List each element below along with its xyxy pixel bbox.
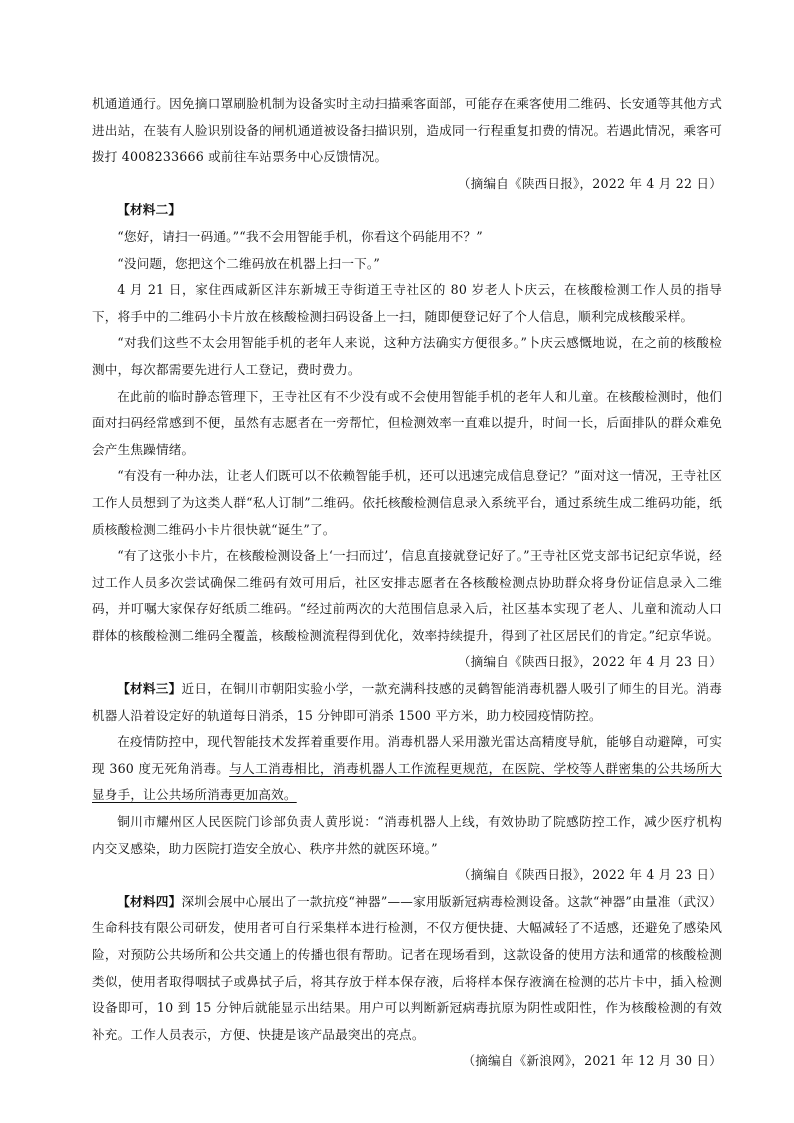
paragraph: “您好，请扫一码通。”“我不会用智能手机，你看这个码能用不？” (117, 228, 483, 244)
paragraph: “对我们这些不太会用智能手机的老年人来说，这种方法确实方便很多。”卜庆云感慨地说，在之前的核酸检测中，每次都需要先进行人工登记，费时费力。 (92, 335, 722, 377)
material-2-title: 【材料二】 (117, 202, 182, 218)
paragraph-text: 深圳会展中心展出了一款抗疫“神器”——家用版新冠病毒检测设备。这款“神器”由量准（武汉）生命科技有限公司研发，使用者可自行采集样本进行检测，不仅方便快捷、大幅减轻了不适感，还避免了感染风险，对预防公共场所和公共交通上的传播也很有帮助。记者在现场看到，这款设备的使用方法和通常的核酸检测类似，使用者取得咽拭子或鼻拭子后，将其存放于样本保存液，后将样本保存液滴在检测的芯片卡中，插入检测设备即可，10 到 15 分钟后就能显示出结果。用户可以判断新冠病毒抗原为阴性或阳性，作为核酸检测的有效补充。工作人员表示，方便、快捷是该产品最突出的亮点。 (92, 893, 722, 1042)
paragraph-text: 在疫情防控中，现代智能技术发挥着重要作用。消毒机器人采用激光雷达高精度导航，能够自动避障，可实现 360 度无死角消毒。 (92, 734, 722, 776)
material-4-title: 【材料四】 (117, 893, 182, 909)
article-page (92, 91, 722, 1075)
source-citation-1: （摘编自《陕西日报》，2022 年 4 月 22 日） (457, 175, 722, 191)
source-citation-2: （摘编自《陕西日报》，2022 年 4 月 23 日） (457, 654, 722, 670)
paragraph (92, 729, 722, 809)
underlined-sentence: 与人工消毒相比，消毒机器人工作流程更规范，在医院、学校等人群密集的公共场所大显身手，让公共场所消毒更加高效。 (92, 760, 722, 803)
paragraph-material4 (92, 889, 722, 1049)
paragraph-material3 (92, 676, 722, 729)
source-citation-3: （摘编自《陕西日报》，2022 年 4 月 23 日） (457, 867, 722, 883)
paragraph: 4 月 21 日，家住西咸新区沣东新城王寺街道王寺社区的 80 岁老人卜庆云，在核酸检测工作人员的指导下，将手中的二维码小卡片放在核酸检测扫码设备上一扫，随即便登记好了个人信息，顺利完成核酸采样。 (92, 282, 722, 324)
paragraph-text: 近日，在铜川市朝阳实验小学，一款充满科技感的灵鹤智能消毒机器人吸引了师生的目光。消毒机器人沿着设定好的轨道每日消杀，15 分钟即可消杀 1500 平方米，助力校园疫情防控。 (92, 681, 723, 723)
paragraph-material1-end: 机通道通行。因免摘口罩刷脸机制为设备实时主动扫描乘客面部，可能存在乘客使用二维码、长安通等其他方式进出站，在装有人脸识别设备的闸机通道被设备扫描识别，造成同一行程重复扣费的情况。若遇此情况，乘客可拨打 4008233666 或前往车站票务中心反馈情况。 (92, 96, 722, 165)
source-citation-4: （摘编自《新浪网》，2021 年 12 月 30 日） (462, 1053, 722, 1069)
paragraph: 在此前的临时静态管理下，王寺社区有不少没有或不会使用智能手机的老年人和儿童。在核酸检测时，他们面对扫码经常感到不便，虽然有志愿者在一旁帮忙，但检测效率一直难以提升，时间一长，后面排队的群众难免会产生焦躁情绪。 (92, 388, 722, 457)
paragraph: “没问题，您把这个二维码放在机器上扫一下。” (117, 255, 381, 271)
paragraph: 铜川市耀州区人民医院门诊部负责人黄彤说：“消毒机器人上线，有效协助了院感防控工作，减少医疗机构内交叉感染，助力医院打造安全放心、秩序井然的就医环境。” (92, 814, 722, 856)
paragraph: “有了这张小卡片，在核酸检测设备上‘一扫而过’，信息直接就登记好了。”王寺社区党支部书记纪京华说，经过工作人员多次尝试确保二维码有效可用后，社区安排志愿者在各核酸检测点协助群众将身份证信息录入二维码，并叮嘱大家保存好纸质二维码。“经过前两次的大范围信息录入后，社区基本实现了老人、儿童和流动人口群体的核酸检测二维码全覆盖，核酸检测流程得到优化，效率持续提升，得到了社区居民们的肯定。”纪京华说。 (92, 548, 722, 643)
paragraph: “有没有一种办法，让老人们既可以不依赖智能手机，还可以迅速完成信息登记？”面对这一情况，王寺社区工作人员想到了为这类人群“私人订制”二维码。依托核酸检测信息录入系统平台，通过系统生成二维码功能，纸质核酸检测二维码小卡片很快就“诞生”了。 (92, 468, 722, 537)
material-3-title: 【材料三】 (117, 681, 182, 697)
